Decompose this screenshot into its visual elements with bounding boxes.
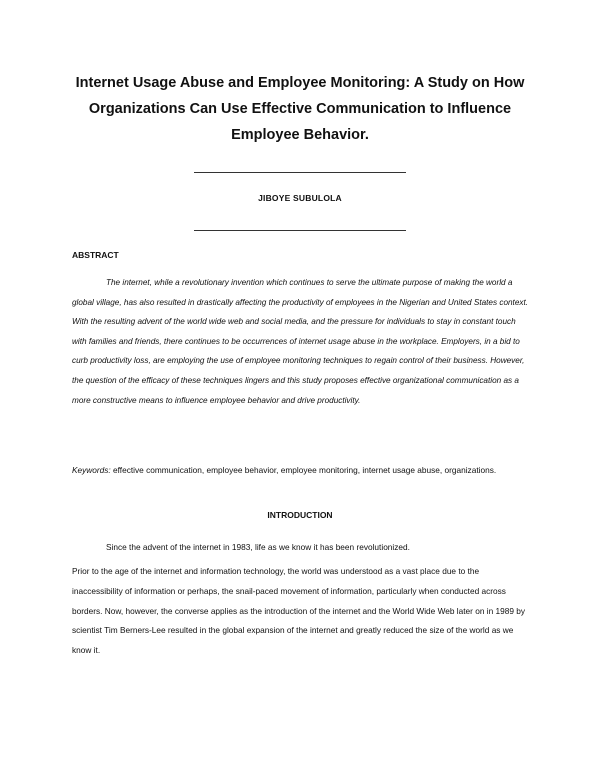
title-separator-line xyxy=(194,172,406,173)
introduction-paragraph-2: Prior to the age of the internet and information technology, the world was understood as a vast place due to the inaccessibility of information or perhaps, the snail-paced movement of information, particularly when conducted across borders. Now, however, the converse applies as the introduction of the internet and the World Wide Web later on in 1989 by scientist Tim Berners-Lee resulted in the global expansion of the internet and greatly reduced the size of the world as we know it. xyxy=(72,566,526,656)
author-name: JIBOYE SUBULOLA xyxy=(258,193,342,203)
introduction-paragraph-1: Since the advent of the internet in 1983, life as we know it has been revolutionized. xyxy=(106,542,410,552)
author-separator-line xyxy=(194,230,406,231)
keywords xyxy=(72,460,532,480)
introduction-heading: INTRODUCTION xyxy=(267,510,333,520)
paper-title: Internet Usage Abuse and Employee Monitoring: A Study on How Organizations Can Use Effective Communication to Influence Employee Behavior. xyxy=(75,75,525,143)
keywords-label: Keywords: xyxy=(72,465,111,475)
abstract-heading: ABSTRACT xyxy=(72,250,119,260)
keywords-text: effective communication, employee behavior, employee monitoring, internet usage abuse, organizations. xyxy=(110,465,497,475)
abstract-text: The internet, while a revolutionary invention which continues to serve the ultimate purpose of making the world a global village, has also resulted in drastically affecting the productivity of employees in the Nigerian and United States context. With the resulting advent of the world wide web and social media, and the pressure for individuals to stay in constant touch with families and friends, there continues to be occurrences of internet usage abuse in the workplace. Employers, in a bid to curb productivity loss, are employing the use of employee monitoring techniques to regain control of their business. However, the question of the efficacy of these techniques lingers and this study proposes effective organizational communication as a more constructive means to influence employee behavior and drive productivity. xyxy=(72,278,529,405)
